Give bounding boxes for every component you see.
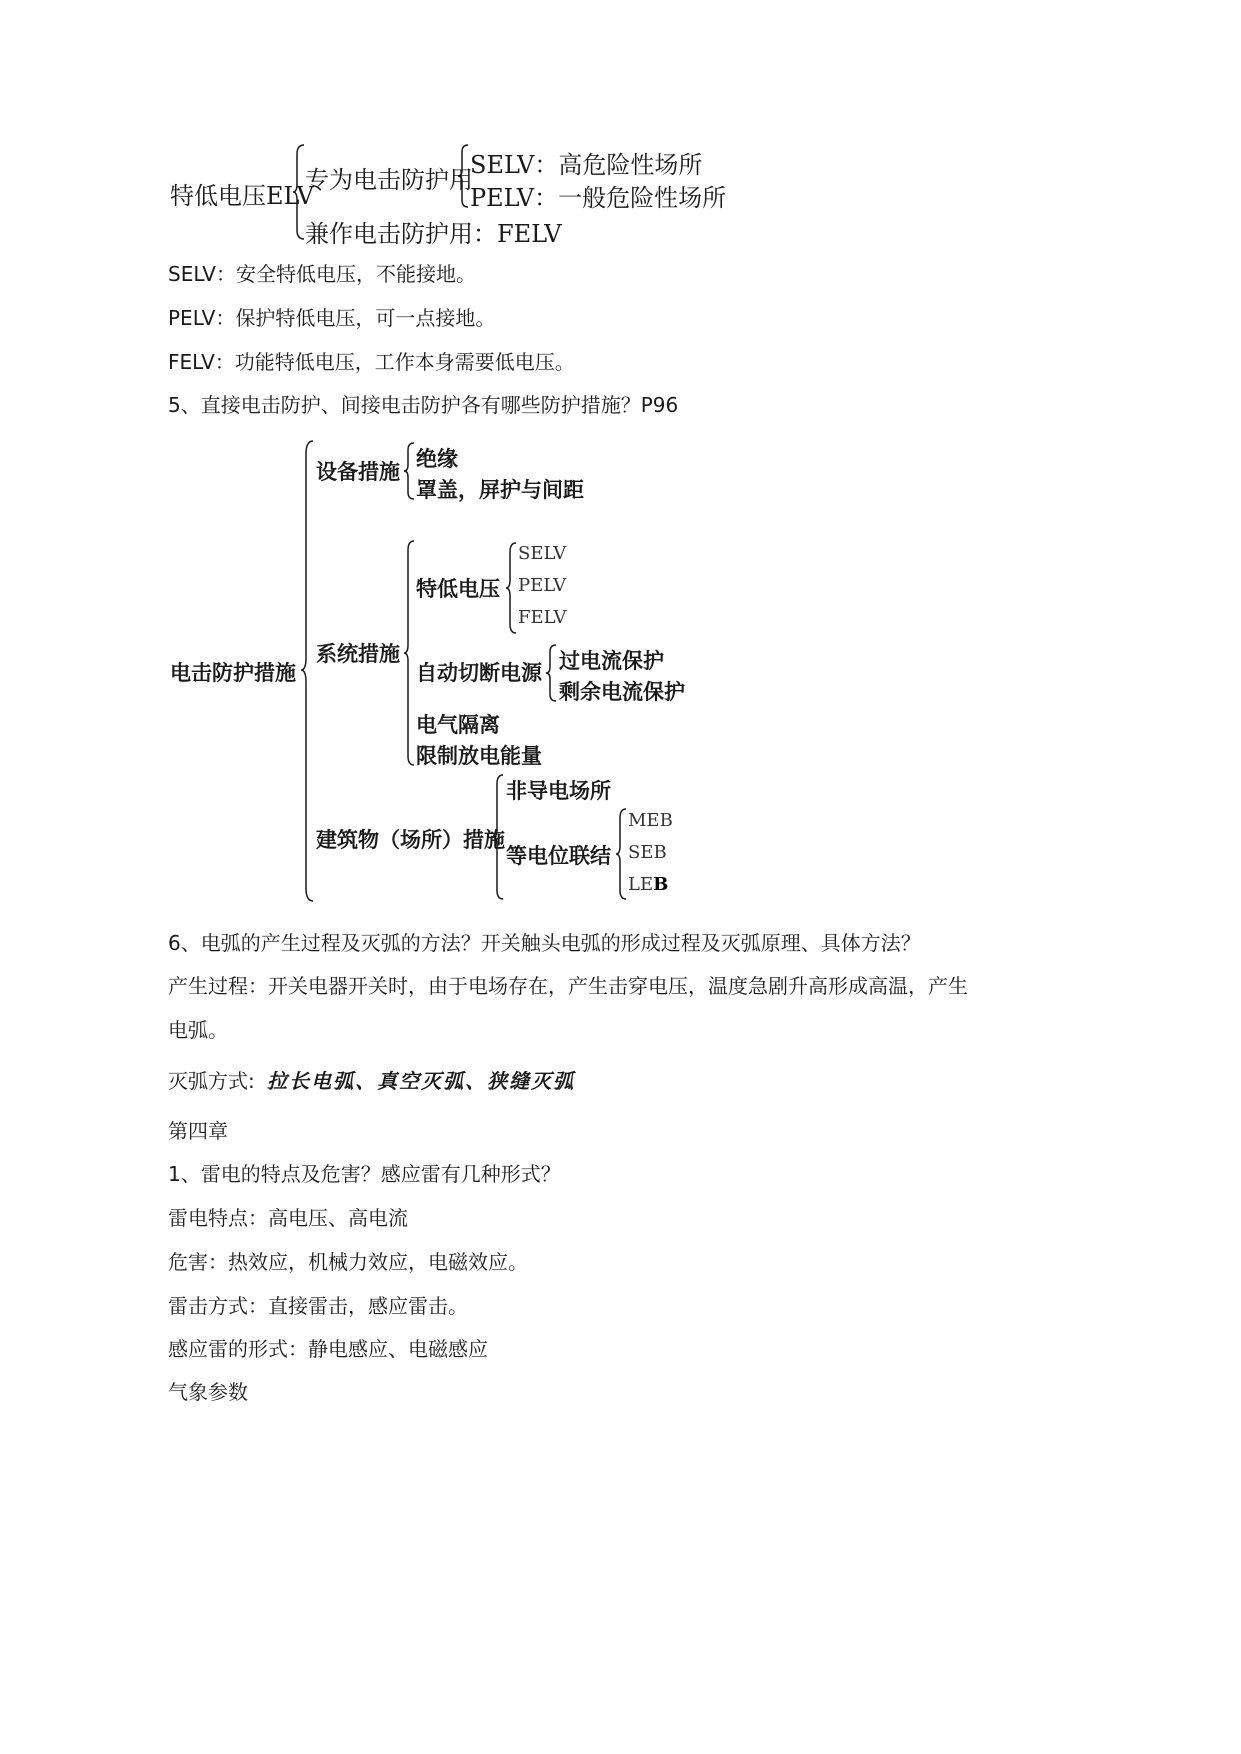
- shock-root-brace: [300, 440, 314, 902]
- building-brace: [492, 774, 504, 900]
- arc-process-line1: 产生过程：开关电器开关时，由于电场存在，产生击穿电压，温度急剧升高形成高温，产生: [168, 974, 968, 998]
- system-elv-pelv: PELV: [518, 575, 567, 596]
- elv-root-brace: [292, 144, 306, 240]
- chapter-heading: 第四章: [168, 1119, 228, 1143]
- arc-extinction-methods: 拉长电弧、真空灭弧、狭缝灭弧: [267, 1069, 576, 1093]
- pelv-definition: PELV：保护特低电压，可一点接地。: [168, 306, 496, 330]
- system-elv: 特低电压: [416, 576, 500, 601]
- felv-definition: FELV：功能特低电压，工作本身需要低电压。: [168, 350, 575, 374]
- elv-branch-combined: 兼作电击防护用：FELV: [305, 220, 562, 248]
- equipotential-leb: LEB: [628, 874, 669, 895]
- meteorological-parameters: 气象参数: [168, 1380, 248, 1404]
- equipment-insulation: 绝缘: [416, 446, 458, 471]
- equipment-enclosure: 罩盖，屏护与间距: [416, 477, 584, 502]
- elv-pelv-item: PELV：一般危险性场所: [470, 184, 727, 212]
- elv-selv-item: SELV：高危险性场所: [470, 151, 703, 179]
- system-elv-selv: SELV: [518, 543, 567, 564]
- lightning-features: 雷电特点：高电压、高电流: [168, 1206, 408, 1230]
- system-elv-felv: FELV: [518, 607, 567, 628]
- lightning-harm: 危害：热效应，机械力效应，电磁效应。: [168, 1250, 528, 1274]
- auto-residual-current: 剩余电流保护: [559, 679, 685, 704]
- arc-extinction: [168, 1065, 575, 1094]
- auto-disconnect-brace: [545, 644, 557, 702]
- elv-branch-dedicated: 专为电击防护用: [305, 166, 473, 194]
- system-elv-brace: [505, 542, 517, 634]
- building-nonconductive: 非导电场所: [506, 778, 611, 803]
- equipotential-seb: SEB: [628, 842, 667, 863]
- question-1: 1、雷电的特点及危害？感应雷有几种形式？: [168, 1162, 561, 1186]
- equipotential-meb: MEB: [628, 810, 673, 831]
- system-isolation: 电气隔离: [416, 712, 500, 737]
- building-equipotential: 等电位联结: [506, 843, 611, 868]
- question-6: 6、电弧的产生过程及灭弧的方法？开关触头电弧的形成过程及灭弧原理、具体方法？: [168, 931, 921, 955]
- building-measures: 建筑物（场所）措施: [316, 827, 505, 852]
- auto-overcurrent: 过电流保护: [559, 648, 664, 673]
- lightning-mode: 雷击方式：直接雷击，感应雷击。: [168, 1294, 468, 1318]
- shock-root: 电击防护措施: [170, 660, 296, 685]
- equipotential-brace: [615, 808, 627, 900]
- system-auto-disconnect: 自动切断电源: [416, 660, 542, 685]
- system-brace: [403, 540, 415, 766]
- equipment-brace: [403, 442, 415, 500]
- arc-extinction-label: 灭弧方式:: [168, 1069, 255, 1093]
- arc-process-line2: 电弧。: [168, 1018, 228, 1042]
- question-5: 5、直接电击防护、间接电击防护各有哪些防护措施？P96: [168, 393, 679, 417]
- system-limit-energy: 限制放电能量: [416, 743, 542, 768]
- induced-lightning-forms: 感应雷的形式：静电感应、电磁感应: [168, 1337, 488, 1361]
- system-measures: 系统措施: [316, 641, 400, 666]
- equipment-measures: 设备措施: [316, 459, 400, 484]
- elv-root: 特低电压ELV: [170, 182, 314, 210]
- elv-dedicated-brace: [457, 144, 469, 208]
- selv-definition: SELV：安全特低电压，不能接地。: [168, 262, 476, 286]
